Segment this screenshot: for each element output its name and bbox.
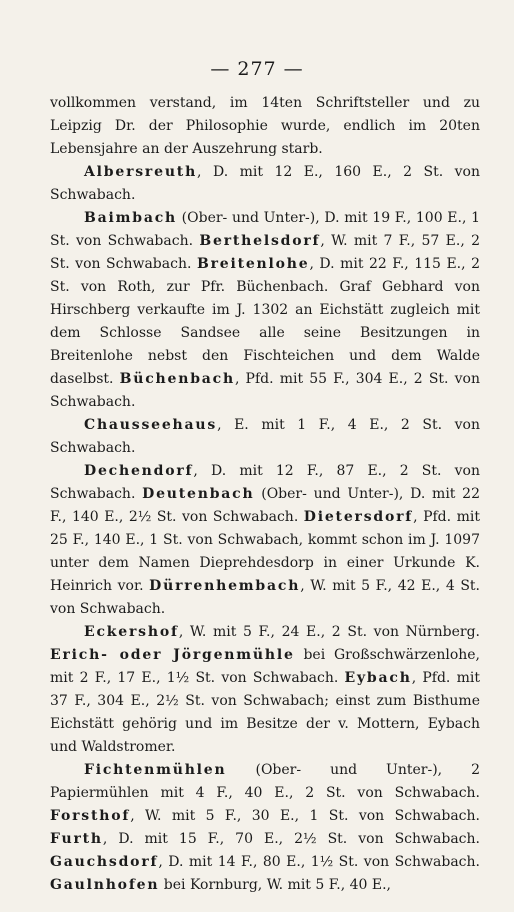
place-name: Büchenbach (119, 371, 235, 387)
place-name: Deutenbach (142, 486, 255, 502)
text-segment: , Pfd. mit 37 F., 304 E., 2½ St. von Schwabach; einst zum Bisthume Eichstätt gehörig und im Besitze der v. Mottern, Eybach und Waldstromer. (50, 670, 480, 755)
place-name: Baimbach (84, 210, 177, 226)
place-name: Dürrenhembach (149, 578, 301, 594)
place-name: Forsthof (50, 808, 131, 824)
place-name: Furth (50, 831, 103, 847)
paragraph-3 (50, 414, 480, 460)
place-name: Chausseehaus (84, 417, 218, 433)
text-segment: , Pfd. mit 55 F., 304 E., 2 St. von Schwabach. (50, 371, 480, 410)
place-name: Dietersdorf (303, 509, 414, 525)
place-name: Eybach (344, 670, 412, 686)
text-segment: (Ober- und Unter-), D. mit 19 F., 100 E., 1 St. von Schwabach. (50, 210, 480, 249)
text-segment: , W. mit 5 F., 30 E., 1 St. von Schwabach. (130, 808, 480, 824)
place-name: Erich- oder Jörgenmühle (50, 647, 295, 663)
place-name: Berthelsdorf (199, 233, 321, 249)
text-segment: , W. mit 5 F., 42 E., 4 St. von Schwabach. (50, 578, 480, 617)
text-segment: , W. mit 7 F., 57 E., 2 St. von Schwabach. (50, 233, 480, 272)
place-name: Gaulnhofen (50, 877, 160, 893)
text-segment: , D. mit 15 F., 70 E., 2½ St. von Schwabach. (102, 831, 480, 847)
text-segment: , E. mit 1 F., 4 E., 2 St. von Schwabach. (50, 417, 480, 456)
place-name: Breitenlohe (196, 256, 310, 272)
paragraph-4 (50, 460, 480, 621)
text-segment: , D. mit 12 F., 87 E., 2 St. von Schwabach. (50, 463, 480, 502)
text-segment: , D. mit 14 F., 80 E., 1½ St. von Schwabach. (158, 854, 480, 870)
text-segment: (Ober- und Unter-), D. mit 22 F., 140 E., 2½ St. von Schwabach. (50, 486, 480, 525)
text-segment: vollkommen verstand, im 14ten Schriftsteller und zu Leipzig Dr. der Philosophie wurde, endlich im 20ten Lebensjahre an der Auszehrung starb. (50, 95, 480, 157)
text-segment: bei Großschwärzenlohe, mit 2 F., 17 E., 1½ St. von Schwabach. (50, 647, 481, 686)
paragraph-0 (50, 92, 480, 161)
place-name: Albersreuth (84, 164, 198, 180)
text-segment: , D. mit 22 F., 115 E., 2 St. von Roth, zur Pfr. Büchenbach. Graf Gebhard von Hirschberg verkaufte im J. 1302 an Eichstätt zugleich mit dem Schlosse Sandsee alle seine Besitzungen in Breitenlohe nebst den Fischteichen und dem Walde daselbst. (50, 256, 480, 387)
text-segment: , W. mit 5 F., 24 E., 2 St. von Nürnberg. (178, 624, 480, 640)
place-name: Gauchsdorf (50, 854, 159, 870)
text-segment: (Ober- und Unter-), 2 Papiermühlen mit 4 F., 40 E., 2 St. von Schwabach. (50, 762, 480, 801)
place-name: Eckershof (84, 624, 179, 640)
paragraph-5 (50, 621, 480, 759)
page-number: — 277 — (210, 58, 304, 80)
place-name: Fichtenmühlen (84, 762, 227, 778)
place-name: Dechendorf (84, 463, 194, 479)
text-segment: , Pfd. mit 25 F., 140 E., 1 St. von Schwabach, kommt schon im J. 1097 unter dem Namen Dieprehdesdorp in einer Urkunde K. Heinrich vor. (50, 509, 480, 594)
paragraph-2 (50, 207, 480, 414)
paragraph-1 (50, 161, 480, 207)
text-segment: bei Kornburg, W. mit 5 F., 40 E., (159, 877, 392, 893)
paragraph-6 (50, 759, 480, 897)
page-body (50, 92, 480, 897)
text-segment: , D. mit 12 E., 160 E., 2 St. von Schwabach. (50, 164, 480, 203)
